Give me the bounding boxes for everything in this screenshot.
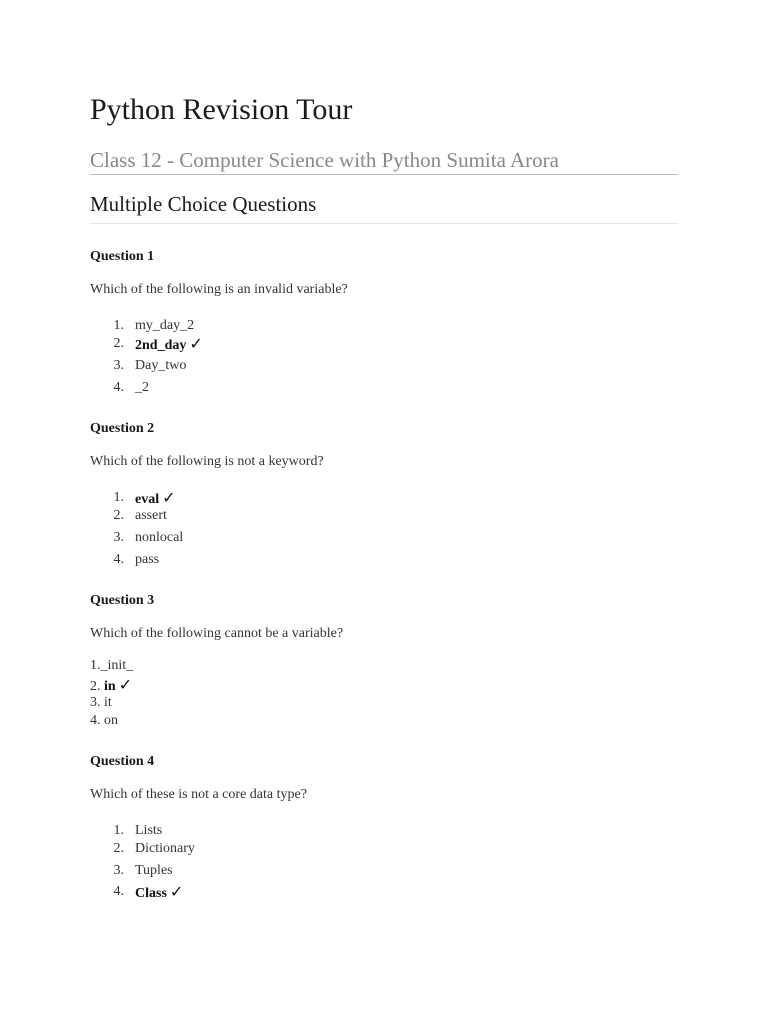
option-number: 4. xyxy=(113,552,124,567)
option-label: my_day_2 xyxy=(135,318,195,333)
option-item xyxy=(90,712,118,730)
question-text: Which of the following is an invalid variable? xyxy=(90,282,348,297)
option-label: in xyxy=(104,679,116,694)
option-number: 3. xyxy=(113,358,124,373)
question-title: Question 4 xyxy=(90,754,155,769)
option-item xyxy=(90,694,112,712)
option-label: _init_ xyxy=(100,658,134,673)
option-label: Day_two xyxy=(135,358,187,373)
option-number: 1. xyxy=(113,318,124,333)
option-number: 2. xyxy=(113,336,124,351)
option-label: Class xyxy=(135,886,167,901)
option-number: 3. xyxy=(113,863,124,878)
option-number: 1. xyxy=(113,490,124,505)
question-title: Question 3 xyxy=(90,593,155,608)
question-text: Which of the following cannot be a variable? xyxy=(90,626,344,641)
option-number: 4. xyxy=(113,380,124,395)
option-number: 2. xyxy=(90,679,101,694)
option-item xyxy=(90,657,133,675)
option-number: 2. xyxy=(113,841,124,856)
document-title: Python Revision Tour xyxy=(90,93,353,126)
option-number: 2. xyxy=(113,508,124,523)
option-label: it xyxy=(104,695,112,710)
option-label: Tuples xyxy=(135,863,173,878)
option-item-correct xyxy=(90,676,132,696)
option-label: 2nd_day xyxy=(135,338,187,353)
option-label: Lists xyxy=(135,823,163,838)
question-text: Which of these is not a core data type? xyxy=(90,787,307,802)
option-label: nonlocal xyxy=(135,530,184,545)
subtitle-divider xyxy=(90,174,678,175)
option-label: _2 xyxy=(135,380,149,395)
question-text: Which of the following is not a keyword? xyxy=(90,454,324,469)
option-label: assert xyxy=(135,508,167,523)
option-label: eval xyxy=(135,492,160,507)
option-number: 1. xyxy=(90,658,101,673)
checkmark-icon: ✓ xyxy=(118,675,133,694)
checkmark-icon: ✓ xyxy=(169,882,184,901)
option-label: Dictionary xyxy=(135,841,195,856)
option-number: 3. xyxy=(90,695,101,710)
question-title: Question 2 xyxy=(90,421,155,436)
option-number: 4. xyxy=(113,884,124,899)
option-number: 1. xyxy=(113,823,124,838)
option-number: 3. xyxy=(113,530,124,545)
section-divider xyxy=(90,223,678,224)
question-title: Question 1 xyxy=(90,249,155,264)
option-number: 4. xyxy=(90,713,101,728)
document-subtitle: Class 12 - Computer Science with Python Sumita Arora xyxy=(90,148,559,172)
checkmark-icon: ✓ xyxy=(162,488,176,507)
checkmark-icon: ✓ xyxy=(189,334,203,353)
section-heading: Multiple Choice Questions xyxy=(90,192,317,216)
option-label: on xyxy=(104,713,118,728)
option-label: pass xyxy=(135,552,160,567)
